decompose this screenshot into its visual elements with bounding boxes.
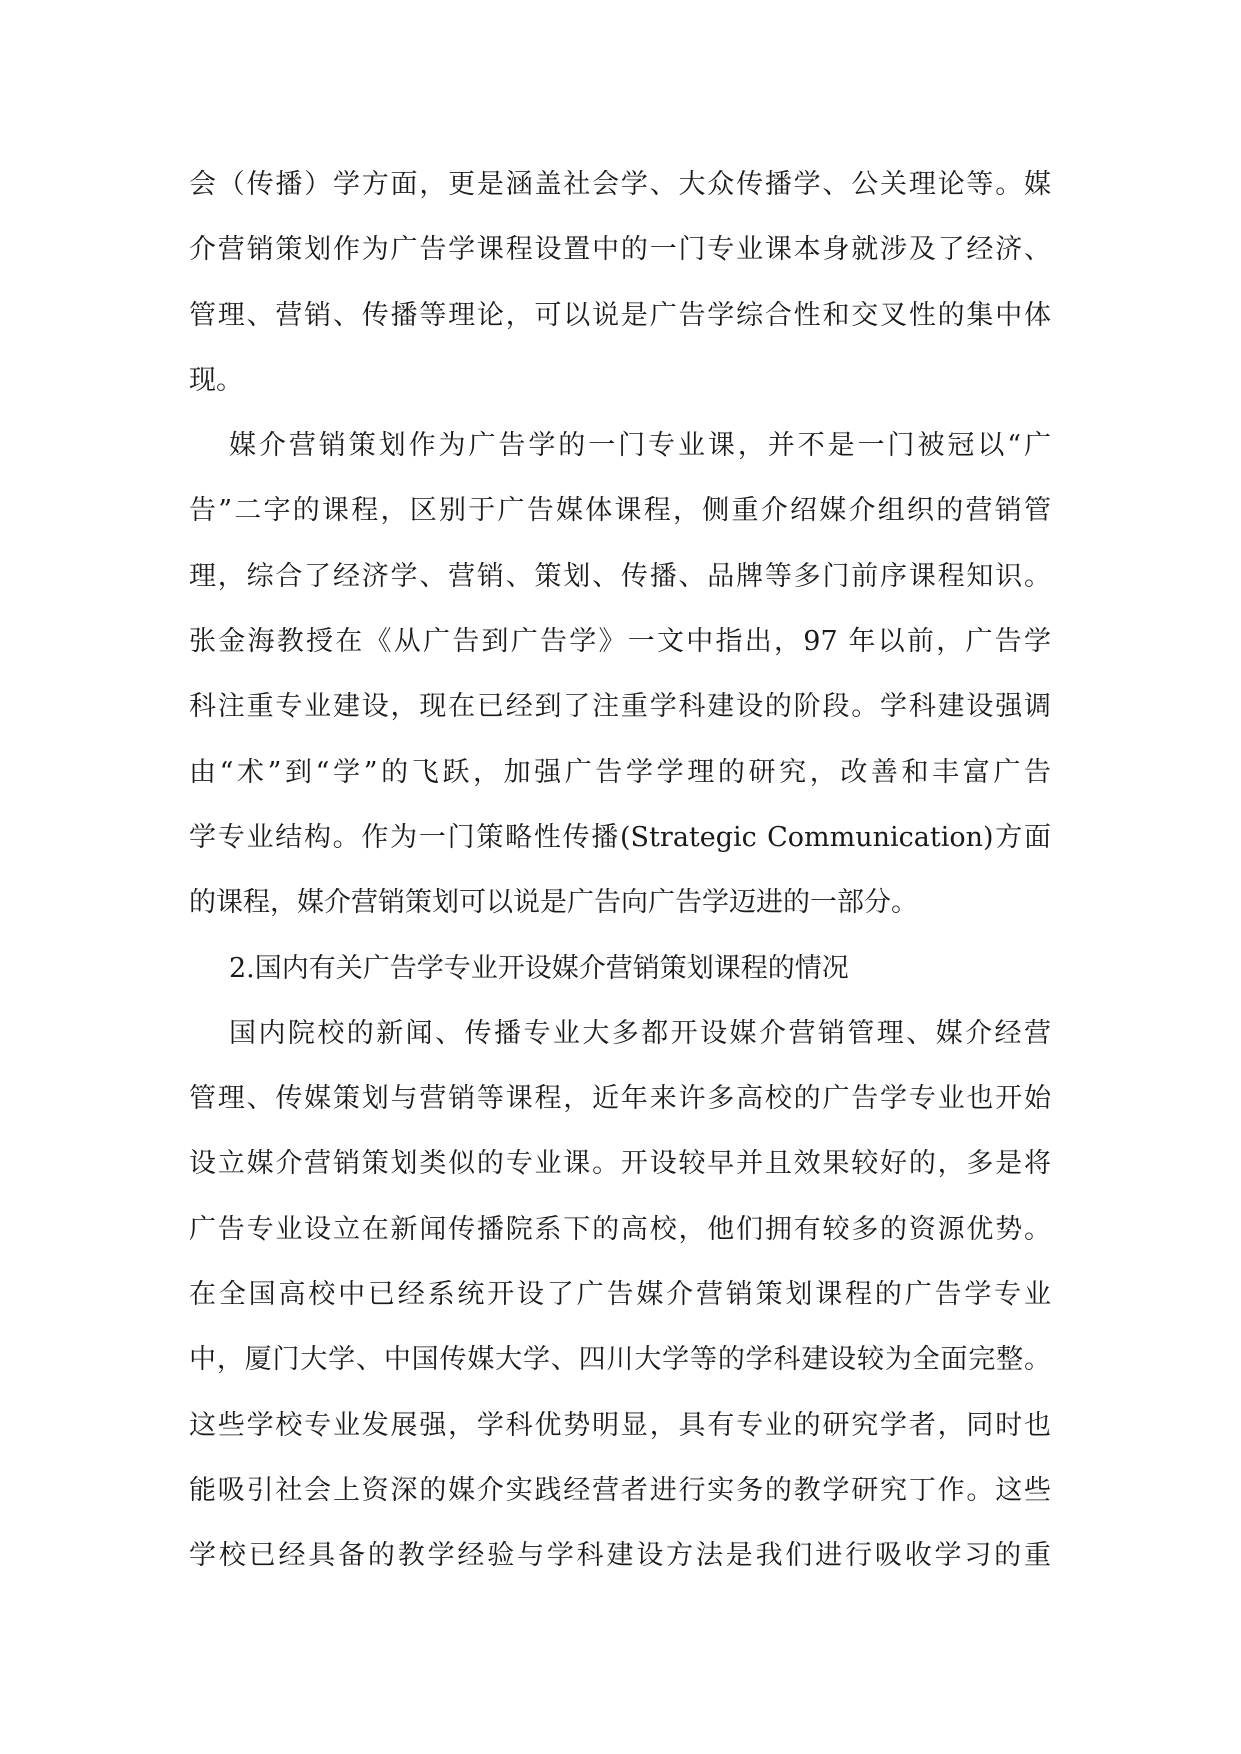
text-line: 理，综合了经济学、营销、策划、传播、品牌等多门前序课程知识。 [189, 560, 1051, 592]
text-line: 中，厦门大学、中国传媒大学、四川大学等的学科建设较为全面完整。 [189, 1344, 1051, 1376]
text-line: 介营销策划作为广告学课程设置中的一门专业课本身就涉及了经济、 [189, 234, 1051, 266]
text-line: 能吸引社会上资深的媒介实践经营者进行实务的教学研究丁作。这些 [189, 1474, 1051, 1506]
text-line: 管理、营销、传播等理论，可以说是广告学综合性和交叉性的集中体 [189, 299, 1051, 331]
text-line: 管理、传媒策划与营销等课程，近年来许多高校的广告学专业也开始 [189, 1083, 1051, 1115]
text-line: 会（传播）学方面，更是涵盖社会学、大众传播学、公关理论等。媒 [189, 169, 1051, 200]
text-line: 张金海教授在《从广告到广告学》一文中指出，97 年以前，广告学 [189, 626, 1051, 658]
text-line: 这些学校专业发展强，学科优势明显，具有专业的研究学者，同时也 [189, 1409, 1051, 1441]
text-line: 学专业结构。作为一门策略性传播(Strategic Communication)方面 [189, 821, 1051, 853]
text-line: 设立媒介营销策划类似的专业课。开设较早并且效果较好的，多是将 [189, 1148, 1051, 1180]
text-line: 学校已经具备的教学经验与学科建设方法是我们进行吸收学习的重 [189, 1540, 1051, 1572]
text-line: 科注重专业建设，现在已经到了注重学科建设的阶段。学科建设强调 [189, 691, 1051, 723]
text-line: 在全国高校中已经系统开设了广告媒介营销策划课程的广告学专业 [189, 1279, 1051, 1311]
text-line: 由“术”到“学”的飞跃，加强广告学学理的研究，改善和丰富广告 [189, 756, 1051, 788]
text-line: 现。 [189, 364, 243, 396]
body-text [189, 152, 1051, 1589]
text-line: 国内院校的新闻、传播专业大多都开设媒介营销管理、媒介经营 [229, 1017, 1051, 1049]
text-line: 告”二字的课程，区别于广告媒体课程，侧重介绍媒介组织的营销管 [189, 495, 1051, 527]
text-line: 媒介营销策划作为广告学的一门专业课，并不是一门被冠以“广 [229, 430, 1051, 462]
text-line: 的课程，媒介营销策划可以说是广告向广告学迈进的一部分。 [189, 887, 918, 919]
text-line: 广告专业设立在新闻传播院系下的高校，他们拥有较多的资源优势。 [189, 1213, 1051, 1245]
text-line: 2.国内有关广告学专业开设媒介营销策划课程的情况 [229, 952, 849, 984]
